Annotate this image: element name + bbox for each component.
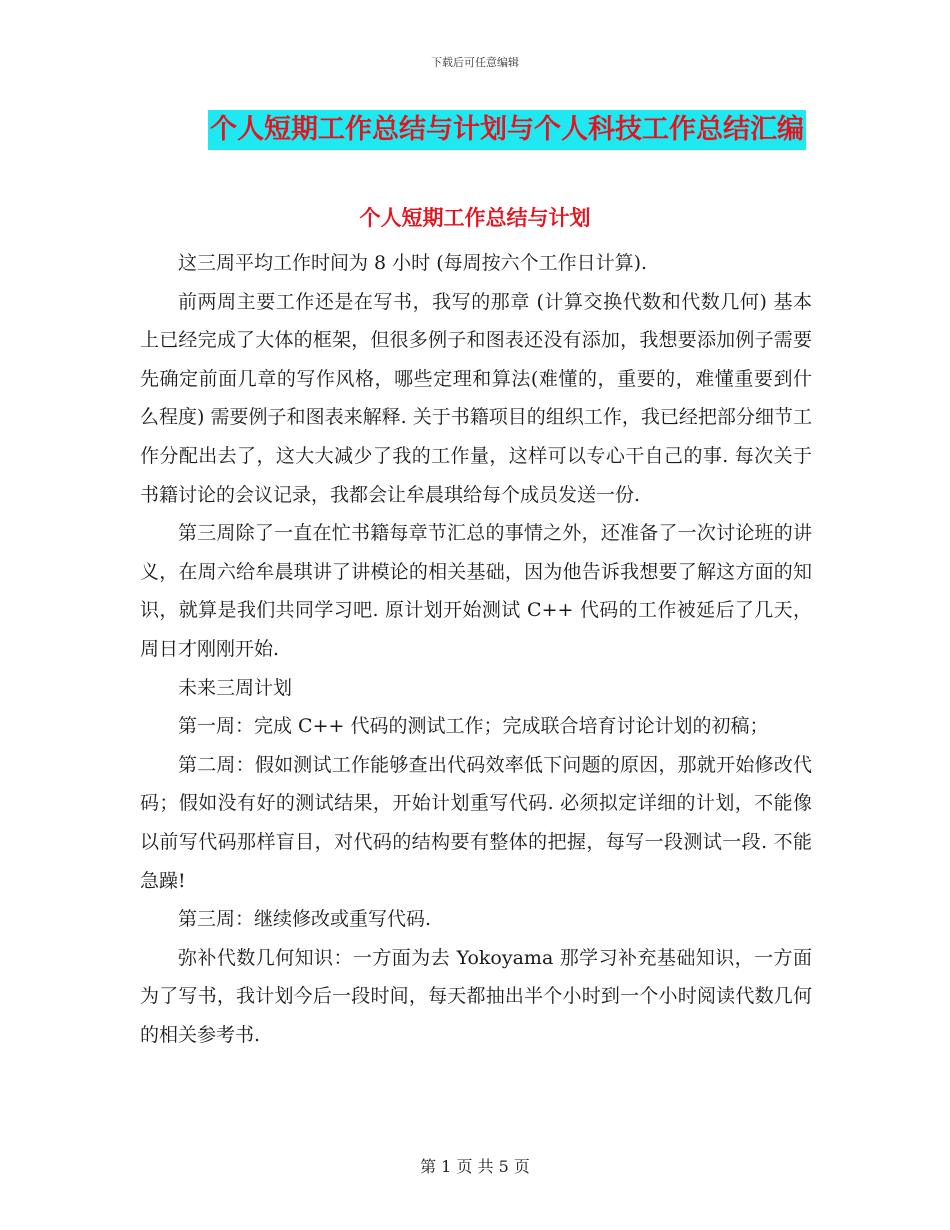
document-body — [140, 244, 812, 1054]
paragraph: 前两周主要工作还是在写书，我写的那章 (计算交换代数和代数几何) 基本上已经完成了大体的框架，但很多例子和图表还没有添加，我想要添加例子需要先确定前面几章的写作风格，哪些定理和算法(难懂的，重要的，难懂重要到什么程度) 需要例子和图表来解释. 关于书籍项目的组织工作，我已经把部分细节工作分配出去了，这大大减少了我的工作量，这样可以专心干自己的事. 每次关于书籍讨论的会议记录，我都会让牟晨琪给每个成员发送一份. — [140, 290, 812, 506]
header-note: 下载后可任意编辑 — [431, 56, 519, 69]
paragraph: 第二周：假如测试工作能够查出代码效率低下问题的原因，那就开始修改代码；假如没有好的测试结果，开始计划重写代码. 必须拟定详细的计划，不能像以前写代码那样盲目，对代码的结构要有整体的把握，每写一段测试一段. 不能急躁! — [140, 753, 812, 892]
paragraph: 第三周除了一直在忙书籍每章节汇总的事情之外，还准备了一次讨论班的讲义，在周六给牟晨琪讲了讲模论的相关基础，因为他告诉我想要了解这方面的知识，就算是我们共同学习吧. 原计划开始测试 C++ 代码的工作被延后了几天，周日才刚刚开始. — [140, 522, 812, 660]
paragraph: 第一周：完成 C++ 代码的测试工作；完成联合培育讨论计划的初稿； — [178, 715, 769, 738]
document-title: 个人短期工作总结与计划与个人科技工作总结汇编 — [208, 110, 806, 150]
page-footer: 第 1 页 共 5 页 — [420, 1157, 530, 1176]
paragraph: 未来三周计划 — [178, 676, 293, 699]
paragraph: 弥补代数几何知识：一方面为去 Yokoyama 那学习补充基础知识，一方面为了写书，我计划今后一段时间，每天都抽出半个小时到一个小时阅读代数几何的相关参考书. — [140, 946, 812, 1046]
paragraph: 这三周平均工作时间为 8 小时 (每周按六个工作日计算). — [178, 252, 648, 274]
section-title: 个人短期工作总结与计划 — [359, 206, 591, 230]
paragraph: 第三周：继续修改或重写代码. — [178, 908, 432, 931]
